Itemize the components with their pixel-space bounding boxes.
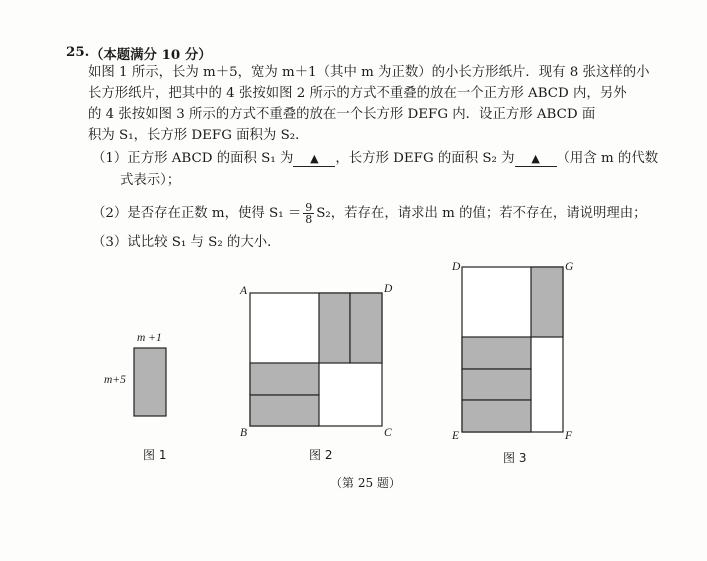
fig2-label-a: A <box>240 285 248 297</box>
question-3: （3）试比较 S₁ 与 S₂ 的大小． <box>92 235 281 250</box>
fig3-label-f: F <box>565 430 573 442</box>
answer-blank-2: ▲ <box>515 152 557 167</box>
fig2-label-b: B <box>240 427 248 439</box>
answer-blank-1: ▲ <box>293 152 335 167</box>
fig2-caption: 图 2 <box>309 448 333 462</box>
intro-line-1: 如图 1 所示，长为 m＋5，宽为 m＋1（其中 m 为正数）的小长方形纸片．现有 8 张这样的小 <box>88 65 650 80</box>
fig3-rect-horizontal-1 <box>462 337 531 369</box>
fig3-rect-horizontal-2 <box>462 369 531 400</box>
q1-continuation: 式表示）； <box>120 173 181 188</box>
fraction-numerator: 9 <box>305 201 313 214</box>
fig2-rect-horizontal-2 <box>250 395 319 426</box>
fig3-label-d: D <box>452 261 461 273</box>
fig3-rect-vertical <box>531 267 563 337</box>
problem-header: （本题满分 10 分） <box>90 47 212 63</box>
fig2-label-c: C <box>384 427 392 439</box>
fig1-caption: 图 1 <box>143 448 167 462</box>
fig2-rect-horizontal-1 <box>250 363 319 395</box>
fig3-label-g: G <box>565 261 574 273</box>
q1-text-c: （用含 m 的代数 <box>556 151 659 166</box>
fig3-rect-horizontal-3 <box>462 400 531 432</box>
fig3-caption: 图 3 <box>503 451 527 465</box>
q1-text-a: （1）正方形 ABCD 的面积 S₁ 为 <box>92 151 294 166</box>
intro-line-3: 的 4 张按如图 3 所示的方式不重叠的放在一个长方形 DEFG 内．设正方形 ABCD 面 <box>88 107 596 122</box>
fraction-denominator: 8 <box>305 213 313 226</box>
fig2-label-d: D <box>384 283 393 295</box>
q2-text-a: （2）是否存在正数 m，使得 S₁ ＝ <box>92 206 302 221</box>
fig1-length-label: m+5 <box>104 374 126 386</box>
problem-number: 25. <box>66 44 90 60</box>
q1-text-b: ，长方形 DEFG 的面积 S₂ 为 <box>335 151 515 166</box>
fig1-rectangle <box>134 348 166 416</box>
q2-text-b: S₂，若存在，请求出 m 的值；若不存在，请说明理由； <box>316 206 647 221</box>
intro-line-2: 长方形纸片，把其中的 4 张按如图 2 所示的方式不重叠的放在一个正方形 ABCD 内，另外 <box>88 86 627 101</box>
fig3-label-e: E <box>452 430 460 442</box>
figure-footer: （第 25 题） <box>330 476 401 490</box>
fig1-width-label: m +1 <box>137 332 162 344</box>
fig2-rect-vertical-1 <box>319 293 350 363</box>
intro-line-4: 积为 S₁，长方形 DEFG 面积为 S₂． <box>88 128 309 143</box>
fig2-rect-vertical-2 <box>350 293 382 363</box>
